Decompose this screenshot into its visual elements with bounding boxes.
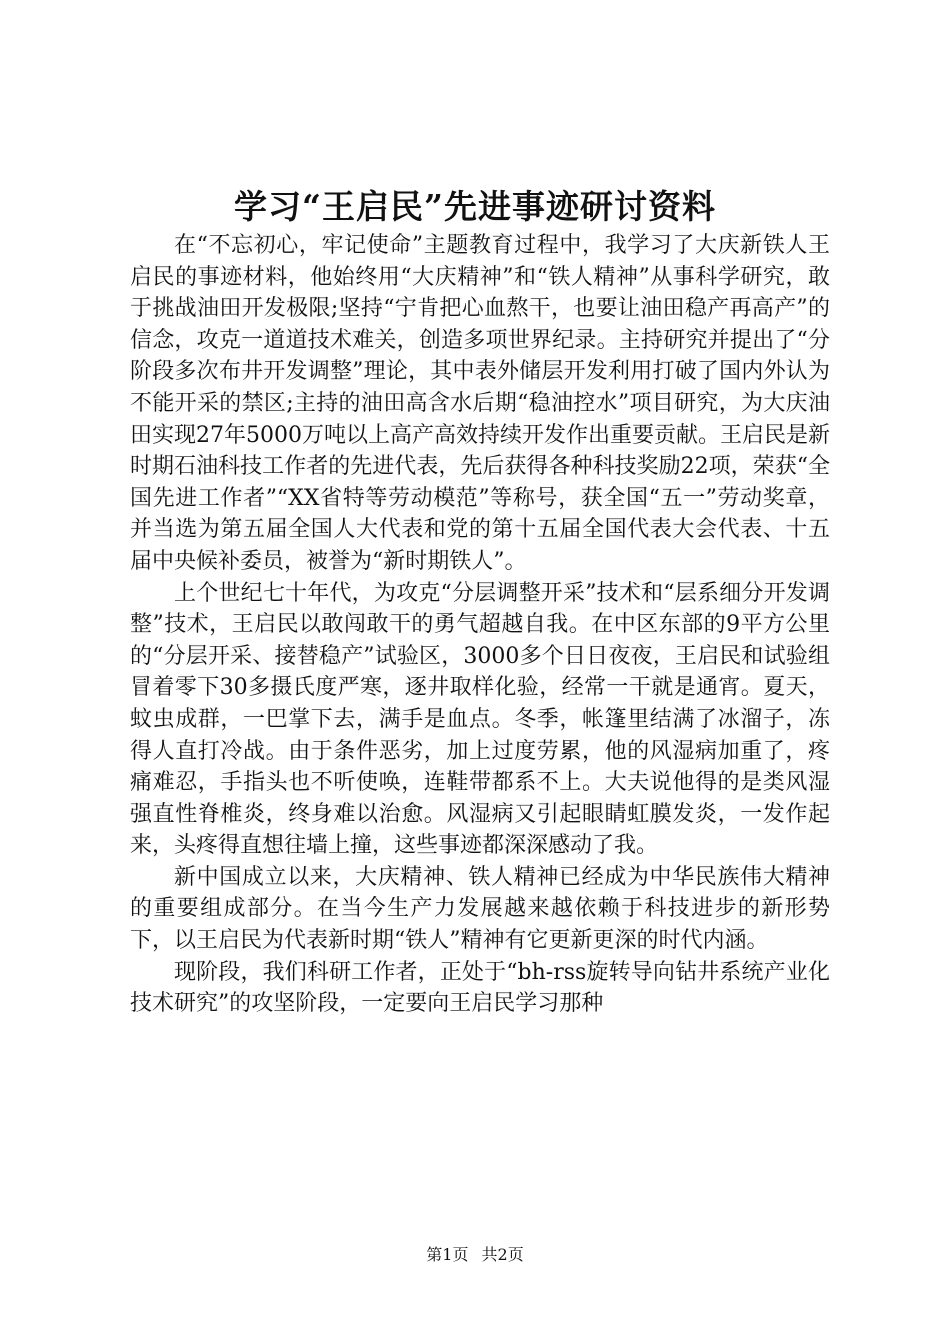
document-title: 学习“王启民”先进事迹研讨资料 <box>234 187 716 226</box>
page-total: 共2页 <box>481 1245 524 1264</box>
page-footer <box>0 1244 950 1266</box>
paragraph-4: 现阶段，我们科研工作者，正处于“bh-rss旋转导向钻井系统产业化技术研究”的攻坚阶段，一定要向王启民学习那种 <box>130 959 830 1017</box>
paragraph-2: 上个世纪七十年代，为攻克“分层调整开采”技术和“层系细分开发调整”技术，王启民以敢闯敢干的勇气超越自我。在中区东部的9平方公里的“分层开采、接替稳产”试验区，3000多个日日夜夜，王启民和试验组冒着零下30多摄氏度严寒，逐井取样化验，经常一干就是通宵。夏天，蚊虫成群，一巴掌下去，满手是血点。冬季，帐篷里结满了冰溜子，冻得人直打冷战。由于条件恶劣，加上过度劳累，他的风湿病加重了，疼痛难忍，手指头也不听使唤，连鞋带都系不上。大夫说他得的是类风湿强直性脊椎炎，终身难以治愈。风湿病又引起眼睛虹膜发炎，一发作起来，头疼得直想往墙上撞，这些事迹都深深感动了我。 <box>130 580 830 859</box>
paragraph-3: 新中国成立以来，大庆精神、铁人精神已经成为中华民族伟大精神的重要组成部分。在当今生产力发展越来越依赖于科技进步的新形势下，以王启民为代表新时期“铁人”精神有它更新更深的时代内涵。 <box>130 864 830 954</box>
paragraph-1: 在“不忘初心，牢记使命”主题教育过程中，我学习了大庆新铁人王启民的事迹材料，他始终用“大庆精神”和“铁人精神”从事科学研究，敢于挑战油田开发极限;坚持“宁肯把心血熬干，也要让油田稳产再高产”的信念，攻克一道道技术难关，创造多项世界纪录。主持研究并提出了“分阶段多次布井开发调整”理论，其中表外储层开发利用打破了国内外认为不能开采的禁区;主持的油田高含水后期“稳油控水”项目研究，为大庆油田实现27年5000万吨以上高产高效持续开发作出重要贡献。王启民是新时期石油科技工作者的先进代表，先后获得各种科技奖励22项，荣获“全国先进工作者”“XX省特等劳动模范”等称号，获全国“五一”劳动奖章，并当选为第五届全国人大代表和党的第十五届全国代表大会代表、十五届中央候补委员，被誉为“新时期铁人”。 <box>130 233 830 574</box>
document-body <box>130 230 830 1020</box>
page-number: 第1页 <box>426 1245 469 1264</box>
